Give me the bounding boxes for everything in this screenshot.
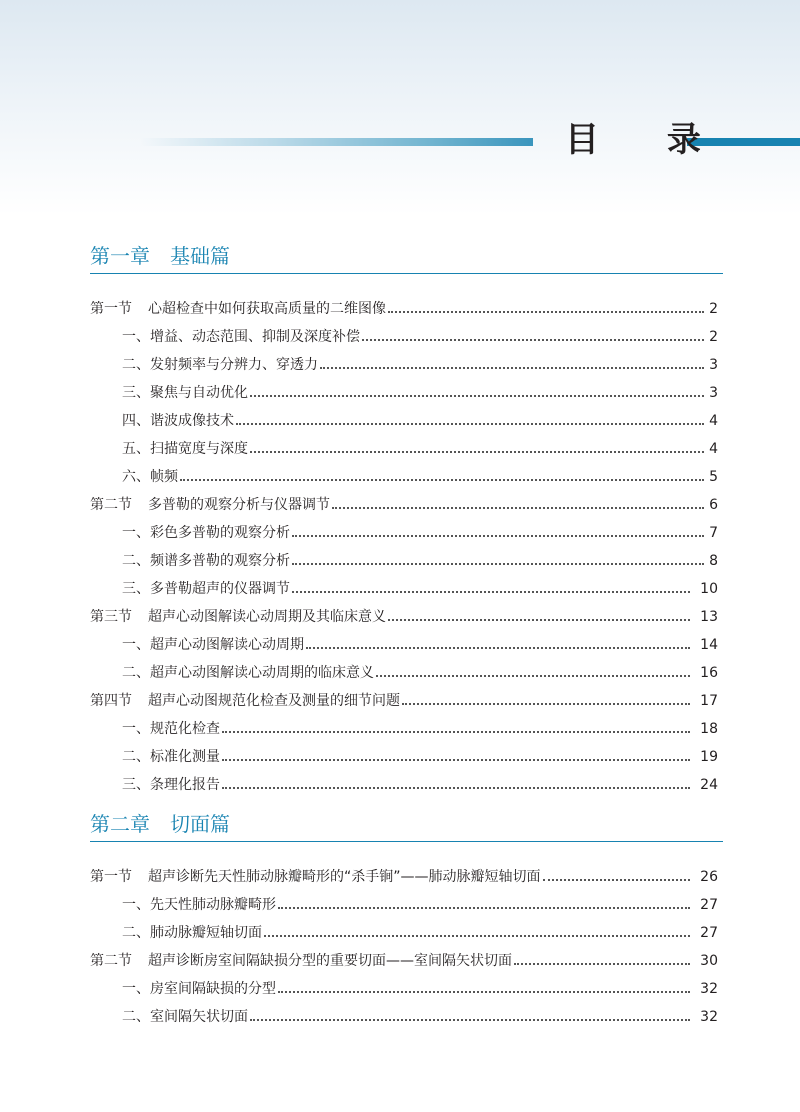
section-label: 第二节 [90,953,132,969]
item-title: 二、室间隔矢状切面 [122,1009,248,1025]
toc-item[interactable] [122,410,718,430]
item-title: 一、超声心动图解读心动周期 [122,637,304,653]
section-title: 超声心动图解读心动周期及其临床意义 [148,609,386,625]
toc-item[interactable] [122,466,718,486]
section-title: 多普勒的观察分析与仪器调节 [148,497,330,513]
toc-item[interactable] [122,774,718,794]
dot-leader [250,1019,690,1021]
item-title: 二、标准化测量 [122,749,220,765]
dot-leader [222,759,690,761]
item-title: 三、聚焦与自动优化 [122,385,248,401]
chapter-label: 第一章 [90,244,150,268]
toc-item[interactable] [122,894,718,914]
section-title: 超声心动图规范化检查及测量的细节问题 [148,693,400,709]
page-number: 27 [700,897,718,913]
title-left-rule [140,138,533,146]
toc-item[interactable] [122,438,718,458]
item-title: 二、发射频率与分辨力、穿透力 [122,357,318,373]
page-number: 5 [709,469,718,485]
dot-leader [306,647,690,649]
toc-item[interactable] [122,522,718,542]
page-number: 32 [700,1009,718,1025]
chapter-title: 切面篇 [170,812,230,836]
dot-leader [236,423,704,425]
dot-leader [292,591,690,593]
chapter-heading-1 [90,243,723,274]
dot-leader [376,675,690,677]
page-number: 4 [709,413,718,429]
dot-leader [264,935,690,937]
toc-item[interactable] [122,662,718,682]
toc-item[interactable] [122,1006,718,1026]
item-title: 二、超声心动图解读心动周期的临床意义 [122,665,374,681]
toc-item[interactable] [122,978,718,998]
chapter-label: 第二章 [90,812,150,836]
dot-leader [278,907,690,909]
toc-item[interactable] [122,550,718,570]
dot-leader [222,731,690,733]
section-title: 超声诊断房室间隔缺损分型的重要切面——室间隔矢状切面 [148,953,512,969]
page-number: 3 [709,385,718,401]
dot-leader [362,339,704,341]
section-label: 第三节 [90,609,132,625]
page-number: 2 [709,329,718,345]
toc-section[interactable] [90,494,718,514]
toc-item[interactable] [122,922,718,942]
item-title: 三、条理化报告 [122,777,220,793]
page-number: 6 [709,497,718,513]
page-number: 2 [709,301,718,317]
toc-item[interactable] [122,578,718,598]
toc-item[interactable] [122,634,718,654]
dot-leader [292,535,704,537]
dot-leader [292,563,704,565]
item-title: 一、彩色多普勒的观察分析 [122,525,290,541]
page-number: 10 [700,581,718,597]
section-label: 第四节 [90,693,132,709]
section-label: 第一节 [90,301,132,317]
dot-leader [543,879,690,881]
dot-leader [388,311,704,313]
item-title: 一、增益、动态范围、抑制及深度补偿 [122,329,360,345]
page-number: 4 [709,441,718,457]
page-number: 13 [700,609,718,625]
dot-leader [278,991,690,993]
chapter-title: 基础篇 [170,244,230,268]
toc-section[interactable] [90,690,718,710]
toc-item[interactable] [122,326,718,346]
section-label: 第一节 [90,869,132,885]
toc-item[interactable] [122,382,718,402]
section-title: 心超检查中如何获取高质量的二维图像 [148,301,386,317]
page-number: 8 [709,553,718,569]
page-number: 24 [700,777,718,793]
item-title: 一、房室间隔缺损的分型 [122,981,276,997]
item-title: 五、扫描宽度与深度 [122,441,248,457]
toc-item[interactable] [122,718,718,738]
item-title: 四、谐波成像技术 [122,413,234,429]
item-title: 三、多普勒超声的仪器调节 [122,581,290,597]
page-number: 7 [709,525,718,541]
page-number: 30 [700,953,718,969]
item-title: 一、规范化检查 [122,721,220,737]
page-title: 目 录 [565,120,729,160]
dot-leader [402,703,690,705]
page-number: 17 [700,693,718,709]
page-number: 3 [709,357,718,373]
page-number: 19 [700,749,718,765]
toc-item[interactable] [122,354,718,374]
dot-leader [250,451,704,453]
section-label: 第二节 [90,497,132,513]
item-title: 二、频谱多普勒的观察分析 [122,553,290,569]
toc-section[interactable] [90,950,718,970]
dot-leader [320,367,704,369]
chapter-heading-2 [90,811,723,842]
item-title: 六、帧频 [122,469,178,485]
section-title: 超声诊断先天性肺动脉瓣畸形的“杀手锏”——肺动脉瓣短轴切面 [148,869,541,885]
item-title: 二、肺动脉瓣短轴切面 [122,925,262,941]
dot-leader [222,787,690,789]
toc-section[interactable] [90,866,718,886]
item-title: 一、先天性肺动脉瓣畸形 [122,897,276,913]
header-background [0,0,800,215]
toc-section[interactable] [90,298,718,318]
dot-leader [332,507,704,509]
page-number: 32 [700,981,718,997]
page-number: 16 [700,665,718,681]
toc-item[interactable] [122,746,718,766]
dot-leader [180,479,704,481]
page-number: 18 [700,721,718,737]
dot-leader [388,619,690,621]
dot-leader [514,963,690,965]
page-number: 26 [700,869,718,885]
toc-section[interactable] [90,606,718,626]
dot-leader [250,395,704,397]
page-number: 14 [700,637,718,653]
page-number: 27 [700,925,718,941]
